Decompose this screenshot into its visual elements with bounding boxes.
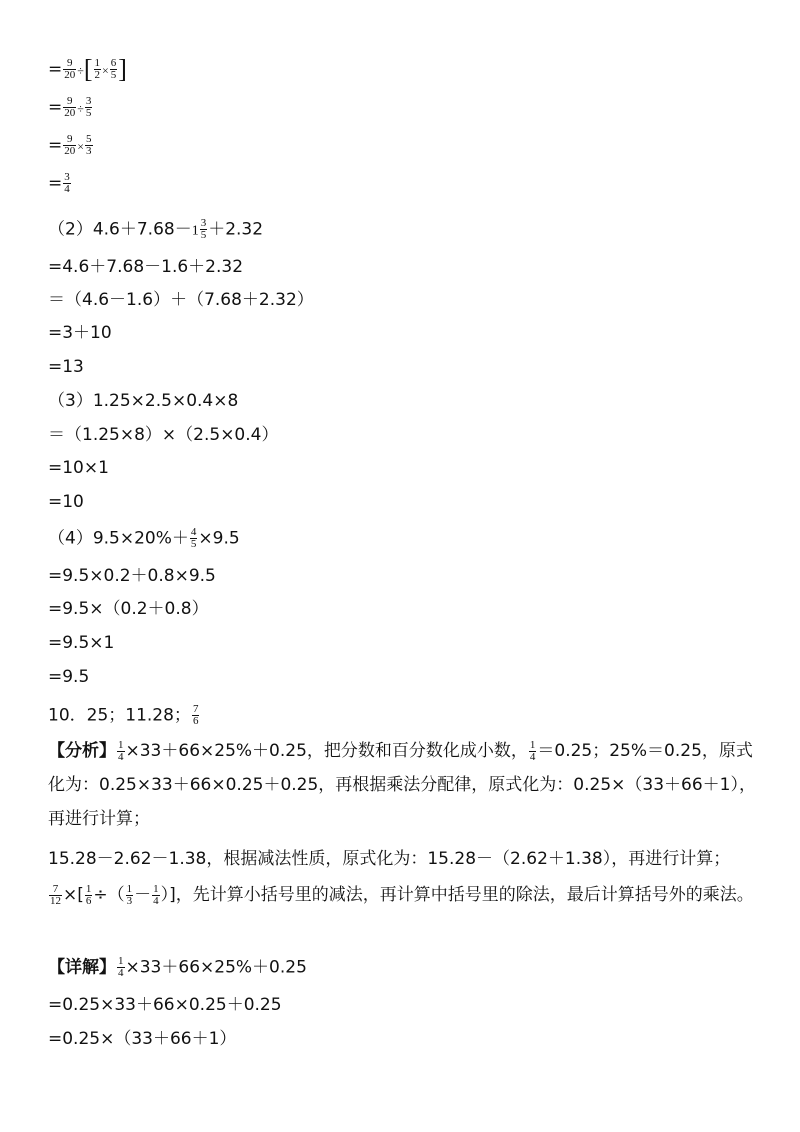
step-line: =9.5×1 (48, 633, 115, 653)
step-line: =10×1 (48, 458, 109, 478)
numerator: 3 (85, 95, 92, 107)
problem-2-heading (48, 218, 263, 243)
step-line: =9.5 (48, 667, 90, 687)
numerator: 5 (86, 133, 92, 145)
denominator: 20 (64, 69, 76, 81)
detail-heading (48, 956, 307, 979)
step-line (48, 134, 94, 158)
operator: ÷ (77, 63, 84, 78)
operator: ÷（ (93, 885, 125, 905)
numerator: 1 (85, 882, 92, 895)
denominator: 2 (94, 69, 101, 81)
fraction (126, 884, 134, 907)
numerator: 1 (118, 955, 124, 967)
equals-sign: = (48, 173, 63, 194)
fraction (529, 740, 537, 763)
numerator: 9 (63, 58, 76, 70)
fraction (200, 218, 208, 241)
fraction (117, 956, 125, 979)
operator: ÷ (77, 101, 84, 116)
numerator: 9 (63, 96, 76, 108)
step-line: =4.6＋7.68－1.6＋2.32 (48, 257, 244, 277)
operator: × (102, 63, 109, 78)
expression-text: （4）9.5×20%＋ (48, 528, 189, 549)
numerator: 6 (110, 57, 117, 69)
step-line: =9.5×0.2＋0.8×9.5 (48, 566, 216, 586)
fraction (152, 884, 160, 907)
numerator: 4 (190, 526, 197, 538)
step-line: =13 (48, 357, 84, 377)
answer-text: 10．25；11.28； (48, 705, 191, 726)
analysis-tag: 【分析】 (48, 741, 116, 761)
expression-text: ×9.5 (198, 528, 240, 549)
fraction (85, 884, 93, 907)
problem-4-heading (48, 527, 240, 550)
operator: × (77, 139, 85, 154)
denominator: 6 (192, 715, 199, 727)
numerator: 3 (200, 217, 207, 229)
equals-sign: = (48, 135, 63, 156)
fraction (117, 740, 125, 763)
analysis-text: ）]，先计算小括号里的减法，再计算中括号里的除法，最后计算括号外的乘法。 (160, 885, 754, 905)
numerator: 1 (153, 882, 159, 895)
denominator: 20 (64, 107, 76, 119)
step-line: =0.25×（33＋66＋1） (48, 1029, 237, 1049)
numerator: 9 (63, 134, 76, 146)
expression-text: （2）4.6＋7.68－ (48, 219, 192, 240)
numerator: 3 (64, 171, 70, 183)
mixed-number-whole: 1 (191, 223, 199, 239)
analysis-paragraph-3 (48, 878, 768, 912)
fraction (190, 527, 198, 550)
equals-sign: = (48, 97, 63, 118)
denominator: 4 (118, 750, 124, 763)
step-line: =9.5×（0.2＋0.8） (48, 599, 209, 619)
bracket: [ (83, 54, 93, 84)
denominator: 5 (85, 107, 92, 119)
fraction (63, 172, 71, 195)
denominator: 5 (190, 538, 197, 550)
numerator: 7 (192, 703, 199, 715)
fraction (49, 884, 62, 907)
step-line (48, 172, 72, 195)
denominator: 4 (153, 894, 159, 907)
numerator: 1 (94, 57, 101, 69)
detail-tag: 【详解】 (48, 957, 116, 978)
numerator: 1 (126, 882, 133, 895)
fraction (85, 96, 93, 119)
fraction (85, 134, 93, 157)
operator: － (134, 885, 152, 905)
denominator: 6 (85, 894, 92, 907)
denominator: 4 (64, 183, 70, 195)
step-line: =0.25×33＋66×0.25＋0.25 (48, 995, 282, 1015)
numerator: 1 (118, 738, 124, 751)
denominator: 3 (126, 894, 133, 907)
denominator: 3 (86, 145, 92, 157)
expression-text: ×33＋66×25%＋0.25 (125, 957, 307, 978)
operator: ×[ (63, 885, 84, 905)
denominator: 12 (50, 894, 61, 907)
step-line (48, 54, 127, 84)
analysis-text: ＝0.25；25%＝0.25，原式化为：0.25×33＋66×0.25＋0.25，再根据乘法分配律，原式化为：0.25×（33＋66＋1），再进行计算； (48, 741, 756, 829)
fraction (63, 96, 76, 119)
numerator: 7 (49, 884, 62, 896)
problem-3-heading: （3）1.25×2.5×0.4×8 (48, 391, 239, 411)
question-10-answer (48, 704, 200, 727)
fraction (63, 58, 76, 81)
analysis-text: ×33＋66×25%＋0.25，把分数和百分数化成小数， (125, 741, 528, 761)
step-line: =3＋10 (48, 323, 112, 343)
step-line: =10 (48, 492, 84, 512)
expression-text: ＋2.32 (208, 219, 264, 240)
fraction (192, 704, 200, 727)
analysis-paragraph (48, 734, 768, 836)
denominator: 20 (64, 145, 76, 157)
analysis-paragraph-2: 15.28－2.62－1.38，根据减法性质，原式化为：15.28－（2.62＋1.38），再进行计算； (48, 849, 731, 869)
fraction (110, 58, 118, 81)
step-line: ＝（4.6－1.6）＋（7.68＋2.32） (48, 290, 314, 310)
denominator: 4 (118, 967, 124, 979)
bracket: ] (118, 54, 127, 84)
fraction (94, 58, 102, 81)
numerator: 1 (529, 738, 536, 751)
denominator: 5 (200, 229, 207, 241)
denominator: 5 (110, 69, 117, 81)
step-line: ＝（1.25×8）×（2.5×0.4） (48, 425, 279, 445)
fraction (63, 134, 76, 157)
denominator: 4 (529, 750, 536, 763)
step-line (48, 96, 93, 120)
equals-sign: = (48, 59, 63, 80)
